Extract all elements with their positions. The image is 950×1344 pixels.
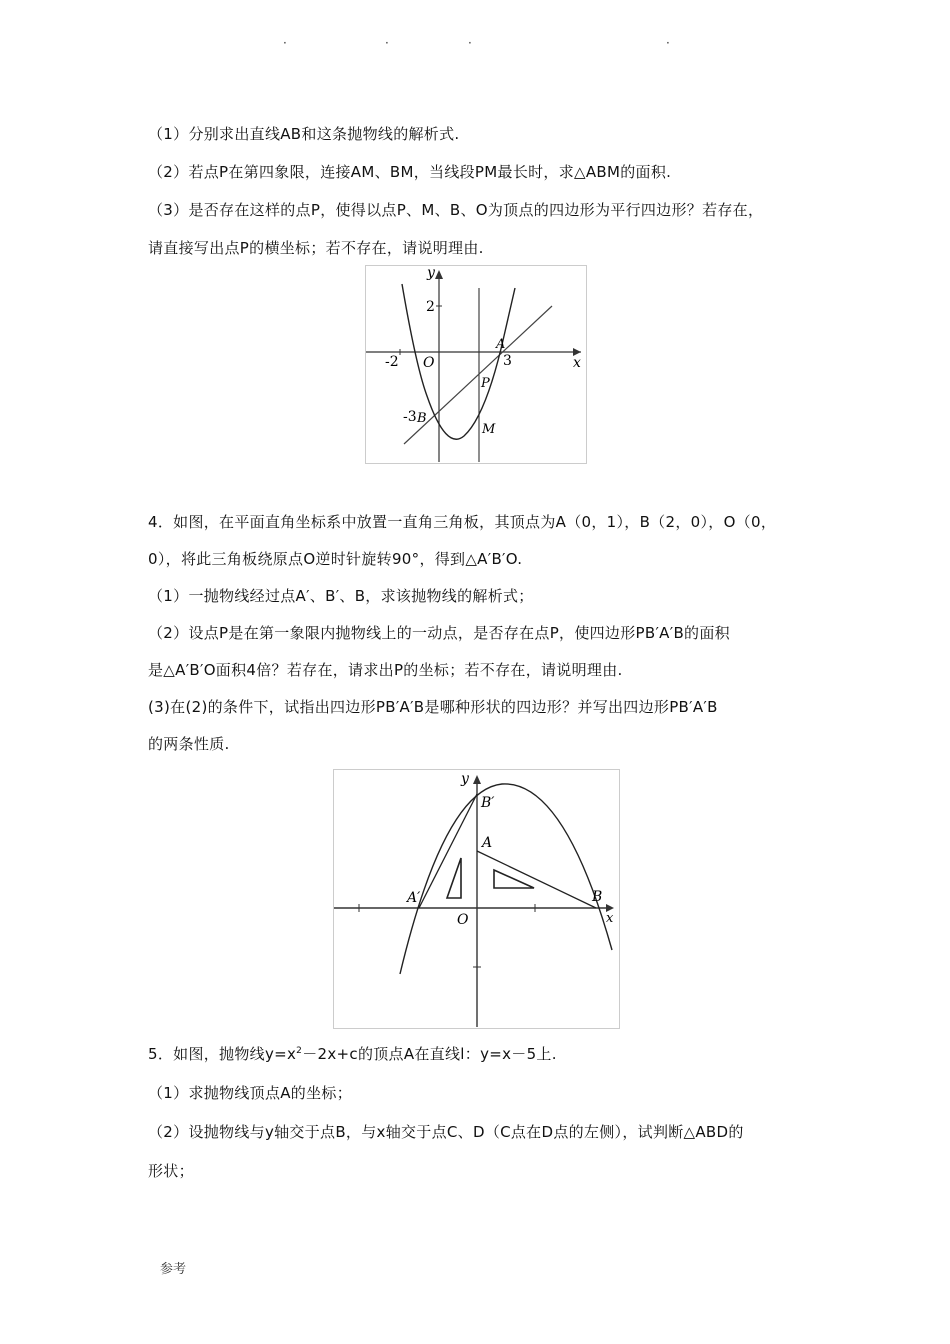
figure-2-svg xyxy=(334,770,619,1028)
problem4-q3-line1: (3)在(2)的条件下，试指出四边形PB′A′B是哪种形状的四边形？并写出四边形PB′A′B xyxy=(148,698,718,716)
y-axis-arrow xyxy=(473,775,481,784)
problem5-intro-post: －2x+c的顶点A在直线l：y=x－5上. xyxy=(302,1045,557,1063)
label-3: 3 xyxy=(503,353,512,369)
problem4-q1: （1）一抛物线经过点A′、B′、B，求该抛物线的解析式； xyxy=(148,587,534,605)
label-x: x xyxy=(606,911,614,926)
problem5-q1: （1）求抛物线顶点A的坐标； xyxy=(148,1084,353,1102)
problem3-q1: （1）分别求出直线AB和这条抛物线的解析式. xyxy=(148,125,460,143)
problem3-q2: （2）若点P在第四象限，连接AM、BM，当线段PM最长时，求△ABM的面积. xyxy=(148,163,672,181)
problem5-intro-pre: 5．如图，抛物线y=x xyxy=(148,1045,297,1063)
label-m: M xyxy=(482,422,496,437)
header-dot: · xyxy=(468,36,472,50)
label-a-prime: A′ xyxy=(407,890,421,906)
label-y: y xyxy=(461,771,469,787)
header-dot: · xyxy=(385,36,389,50)
triangle-ruler-horizontal xyxy=(494,870,534,888)
label-y: y xyxy=(427,266,435,281)
label-o: O xyxy=(457,912,469,928)
label-origin: O xyxy=(423,355,435,371)
label-2: 2 xyxy=(426,299,435,315)
footer-label: 参考 xyxy=(160,1262,187,1277)
problem4-q3-line2: 的两条性质. xyxy=(148,735,230,753)
figure-1-graph xyxy=(365,265,587,464)
problem5-intro-sup: 2 xyxy=(296,1046,303,1056)
problem4-q2-line2: 是△A′B′O面积4倍？若存在，请求出P的坐标；若不存在，请说明理由. xyxy=(148,661,623,679)
figure-2-graph xyxy=(333,769,620,1029)
problem5-q2-line2: 形状； xyxy=(148,1162,194,1180)
header-dot: · xyxy=(666,36,670,50)
header-dots xyxy=(0,36,950,50)
triangle-ruler-vertical xyxy=(447,858,461,898)
problem5-intro xyxy=(148,1044,557,1064)
problem5-q2-line1: （2）设抛物线与y轴交于点B，与x轴交于点C、D（C点在D点的左侧），试判断△ABD的 xyxy=(148,1123,744,1141)
label-neg3: -3 xyxy=(403,409,417,425)
label-b-prime: B′ xyxy=(481,795,495,811)
label-a: A xyxy=(496,337,506,352)
header-dot: · xyxy=(283,36,287,50)
label-b: B xyxy=(417,411,427,426)
y-axis-arrow xyxy=(435,270,443,279)
parabola xyxy=(400,784,612,974)
label-a: A xyxy=(482,835,493,851)
line-a-b xyxy=(477,851,596,908)
problem4-q2-line1: （2）设点P是在第一象限内抛物线上的一动点，是否存在点P，使四边形PB′A′B的面积 xyxy=(148,624,730,642)
problem4-intro-line2: 0），将此三角板绕原点O逆时针旋转90°，得到△A′B′O. xyxy=(148,550,523,568)
label-x: x xyxy=(573,355,581,371)
problem4-intro-line1: 4．如图，在平面直角坐标系中放置一直角三角板，其顶点为A（0，1），B（2，0），O（0， xyxy=(148,513,777,531)
label-p: P xyxy=(481,376,490,391)
label-b: B xyxy=(592,889,603,905)
problem3-q3-line1: （3）是否存在这样的点P，使得以点P、M、B、O为顶点的四边形为平行四边形？若存在， xyxy=(148,201,764,219)
label-neg2: -2 xyxy=(385,354,399,370)
line-ap-bp xyxy=(419,794,477,908)
problem3-q3-line2: 请直接写出点P的横坐标；若不存在，请说明理由. xyxy=(148,239,484,257)
figure-1-svg xyxy=(366,266,586,463)
